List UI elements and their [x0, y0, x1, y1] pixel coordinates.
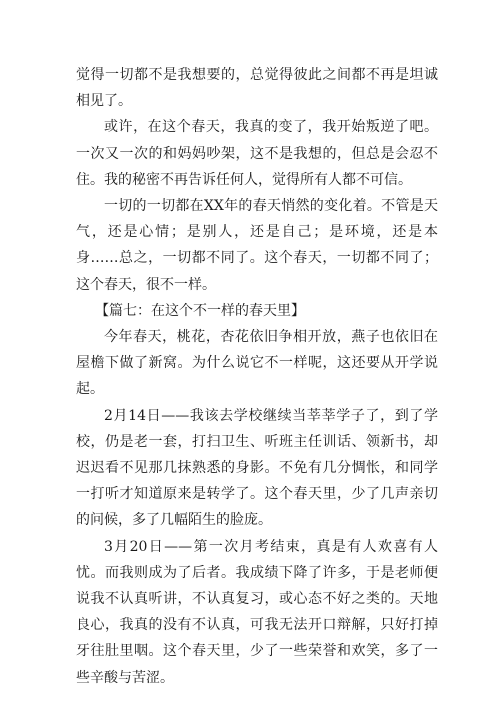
- paragraph-2: 或许，在这个春天，我真的变了，我开始叛逆了吧。一次又一次的和妈妈吵架，这不是我想的，但总是会忍不住。我的秘密不再告诉任何人，觉得所有人都不可信。: [76, 119, 438, 188]
- paragraph-3: 一切的一切都在XX年的春天悄然的变化着。不管是天气，还是心情；是别人，还是自己；是环境，还是本身……总之，一切都不同了。这个春天，一切都不同了；这个春天，很不一样。: [76, 198, 438, 293]
- section-heading: 【篇七：在这个不一样的春天里】: [95, 302, 305, 319]
- document-body: [76, 62, 438, 691]
- paragraph-1: 觉得一切都不是我想要的，总觉得彼此之间都不再是坦诚相见了。: [76, 67, 438, 110]
- section-paragraph-2: 2月14日——我该去学校继续当莘莘学子了，到了学校，仍是老一套，打扫卫生、听班主任训话、领新书，却迟迟看不见那几抹熟悉的身影。不免有几分惆怅，和同学一打听才知道原来是转学了。这个春天里，少了几声亲切的问候，多了几幅陌生的脸庞。: [76, 407, 438, 529]
- section-paragraph-1: 今年春天，桃花，杏花依旧争相开放，燕子也依旧在屋檐下做了新窝。为什么说它不一样呢，这还要从开学说起。: [76, 329, 438, 398]
- section-paragraph-3: 3月20日——第一次月考结束，真是有人欢喜有人忧。而我则成为了后者。我成绩下降了许多，于是老师便说我不认真听讲，不认真复习，或心态不好之类的。天地良心，我真的没有不认真，可我无法开口辩解，只好打掉牙往肚里咽。这个春天里，少了一些荣誉和欢笑，多了一些辛酸与苦涩。: [76, 538, 438, 686]
